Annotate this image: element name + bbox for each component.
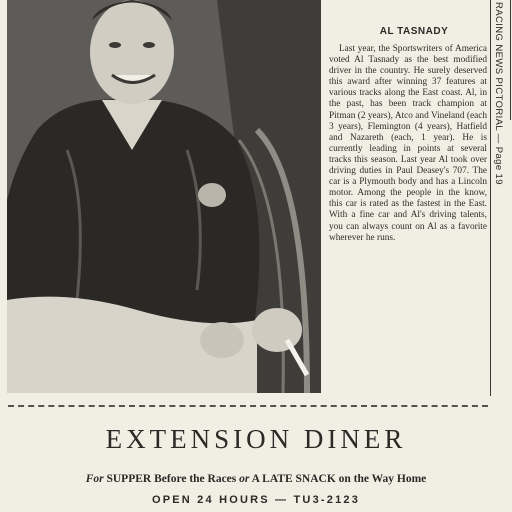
column-rule-left (490, 0, 491, 396)
ad-hours: OPEN 24 HOURS — TU3-2123 (151, 494, 361, 506)
section-divider (8, 405, 488, 407)
ad-title: EXTENSION DINER (105, 424, 407, 454)
article-body: Last year, the Sportswriters of America voted Al Tasnady as the best modified driver in the country. He surely deserved this award after winning 37 features at various tracks along the East coast. Al, in the past, has been track champion at Pitman (2 years), Atco and Vineland (each 3 years), Flemington (4 years), Hatfield and Nazareth (each, 1 year). He is currently leading in points at several tracks this season. Last year Al took over driving duties in Paul Deasey's 707. The car is a Plymouth body and has a Lincoln motor. Among the people in the know, this car is rated as the fastest in the East. With a fine car and Al's driving talents, you can always count on Al as a favorite wherever he runs. (329, 44, 487, 243)
driver-photo (7, 0, 321, 393)
column-rule-right (510, 0, 511, 120)
running-head: RACING NEWS PICTORIAL — Page 19 (493, 2, 504, 185)
ad-tagline-supper: SUPPER Before the Races (106, 473, 237, 485)
ad-tagline (0, 473, 512, 485)
ad-tagline-or: or (239, 473, 250, 485)
article-heading: AL TASNADY (379, 26, 449, 37)
ad-tagline-snack: A LATE SNACK on the Way Home (251, 473, 427, 485)
driver-photo-illustration (7, 0, 321, 393)
ad-tagline-for: For (85, 473, 104, 485)
